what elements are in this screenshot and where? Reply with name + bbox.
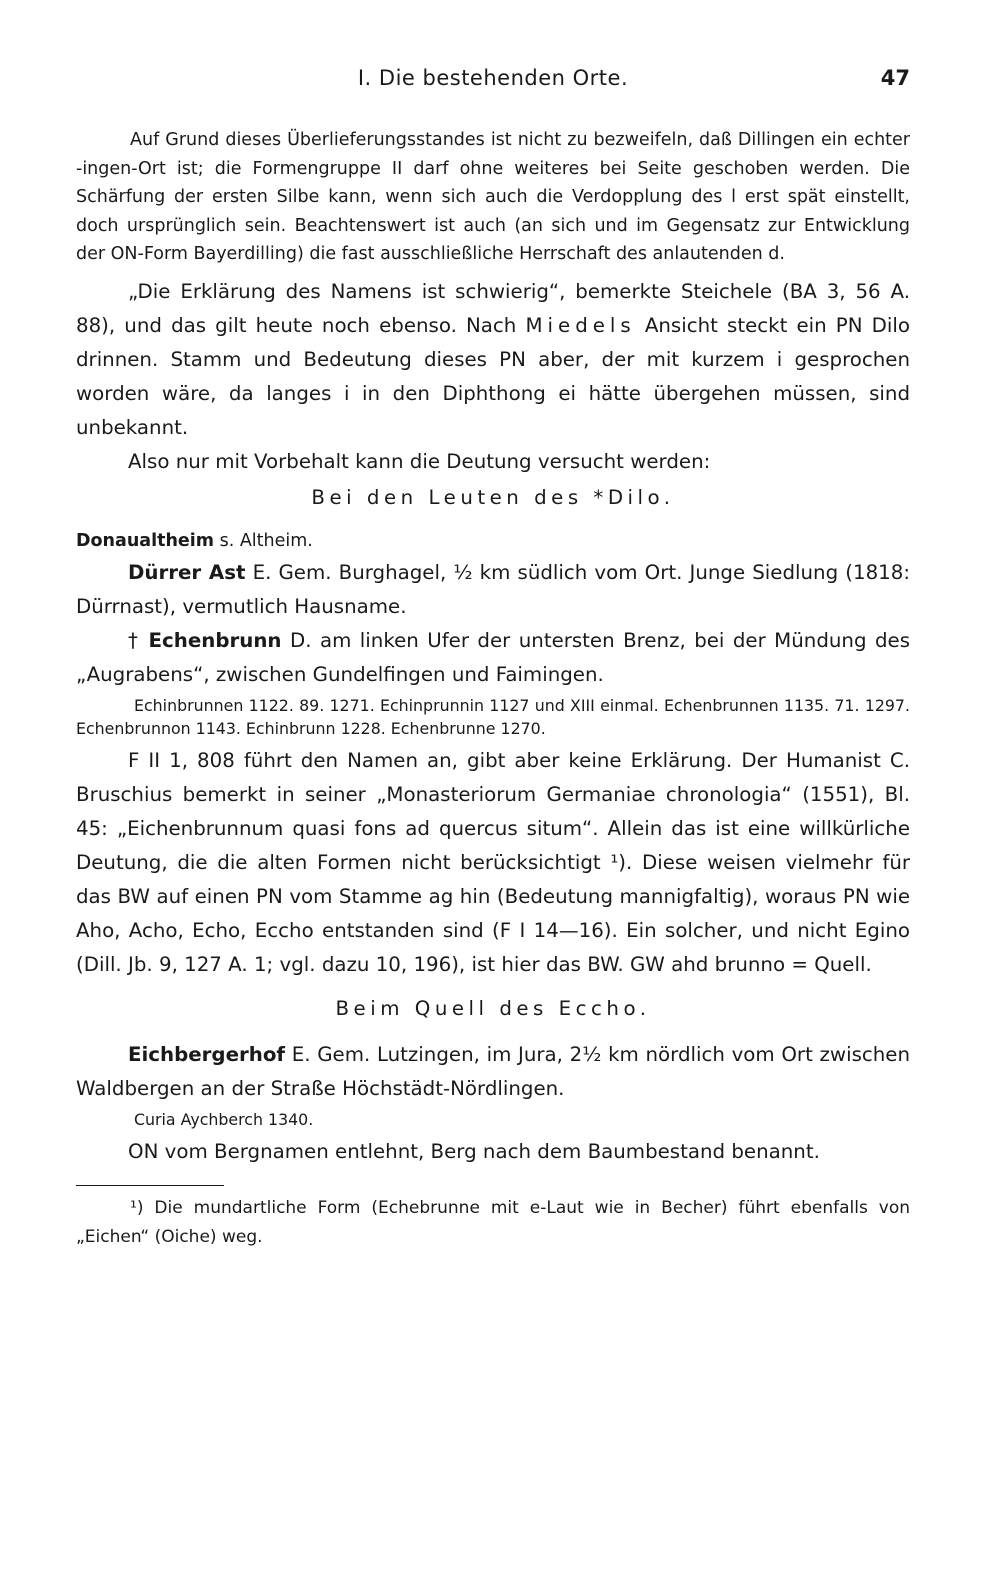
footnote-rule <box>76 1185 224 1186</box>
entry-duerrer-ast-head: Dürrer Ast <box>128 560 246 584</box>
entry-echenbrunn <box>76 624 910 692</box>
sources-echenbrunn: Echinbrunnen 1122. 89. 1271. Echinprunnin 1127 und XIII einmal. Echenbrunnen 1135. 71. 1297. Echenbrunnon 1143. Echinbrunn 1228. Echenbrunne 1270. <box>76 695 910 738</box>
footnote-1: ¹) Die mundartliche Form (Echebrunne mit e-Laut wie in Becher) führt ebenfalls von „Eichen“ (Oiche) weg. <box>76 1197 910 1247</box>
paragraph-bergnamen: ON vom Bergnamen entlehnt, Berg nach dem Baumbestand benannt. <box>128 1139 820 1163</box>
author-name-spaced: Miedels <box>525 313 636 337</box>
entry-duerrer-ast <box>76 556 910 624</box>
page-body <box>76 126 910 1252</box>
running-title: I. Die bestehenden Orte. <box>357 66 629 90</box>
paragraph-erklaerung-end: Ansicht steckt ein PN Dilo drinnen. Stamm und Bedeutung dieses PN aber, der mit kurzem i gesprochen worden wäre, da langes i in den Diphthong ei hätte übergehen müssen, sind unbekannt. <box>76 313 910 439</box>
paragraph-vorbehalt: Also nur mit Vorbehalt kann die Deutung versucht werden: <box>128 449 711 473</box>
paragraph-bruschius: F II 1, 808 führt den Namen an, gibt aber keine Erklärung. Der Humanist C. Bruschius bemerkt in seiner „Monasteriorum Germaniae chronologia“ (1551), Bl. 45: „Eichenbrunnum quasi fons ad quercus situm“. Allein das ist eine willkürliche Deutung, die die alten Formen nicht berücksichtigt ¹). Diese weisen vielmehr für das BW auf einen PN vom Stamme ag hin (Bedeutung mannigfaltig), woraus PN wie Aho, Acho, Echo, Eccho entstanden sind (F I 14—16). Ein solcher, und nicht Egino (Dill. Jb. 9, 127 A. 1; vgl. dazu 10, 196), ist hier das BW. GW ahd brunno = Quell. <box>76 748 910 976</box>
entry-echenbrunn-head: Echenbrunn <box>148 628 282 652</box>
dagger-mark: † <box>128 628 141 652</box>
entry-eichbergerhof-head: Eichbergerhof <box>128 1042 286 1066</box>
paragraph-erklaerung-start: „Die Erklärung des Namens ist schwierig“, bemerkte Steichele (BA 3, 56 A. 88), und das gilt heute noch ebenso. Nach <box>76 279 910 337</box>
entry-donaualtheim <box>76 527 910 556</box>
entry-donaualtheim-head: Donaualtheim <box>76 530 215 551</box>
paragraph-erklaerung <box>76 275 910 445</box>
paragraph-overlieferung: Auf Grund dieses Überlieferungsstandes ist nicht zu bezweifeln, daß Dillingen ein echter -ingen-Ort ist; die Formengruppe II darf ohne weiteres bei Seite geschoben werden. Die Schärfung der ersten Silbe kann, wenn sich auch die Verdopplung des l erst spät einstellt, doch ursprünglich sein. Beachtenswert ist auch (an sich und im Gegensatz zur Entwicklung der ON-Form Bayerdilling) die fast ausschließliche Herrschaft des anlautenden d. <box>76 130 910 265</box>
entry-donaualtheim-text: s. Altheim. <box>214 530 313 551</box>
running-header <box>76 66 910 100</box>
entry-duerrer-ast-text: E. Gem. Burghagel, ½ km südlich vom Ort. Junge Siedlung (1818: Dürrnast), vermutlich Hausname. <box>76 560 910 618</box>
entry-eichbergerhof-text: E. Gem. Lutzingen, im Jura, 2½ km nördlich vom Ort zwischen Waldbergen an der Straße Höchstädt-Nördlingen. <box>76 1042 910 1100</box>
entry-eichbergerhof <box>76 1038 910 1106</box>
sources-eichbergerhof: Curia Aychberch 1340. <box>134 1109 314 1129</box>
entry-echenbrunn-text: D. am linken Ufer der untersten Brenz, bei der Mündung des „Augrabens“, zwischen Gundelfingen und Faimingen. <box>76 628 911 686</box>
interpretation-eccho: Beim Quell des Eccho. <box>335 996 651 1020</box>
interpretation-dilo: Bei den Leuten des *Dilo. <box>311 485 675 509</box>
page-number: 47 <box>880 66 910 90</box>
